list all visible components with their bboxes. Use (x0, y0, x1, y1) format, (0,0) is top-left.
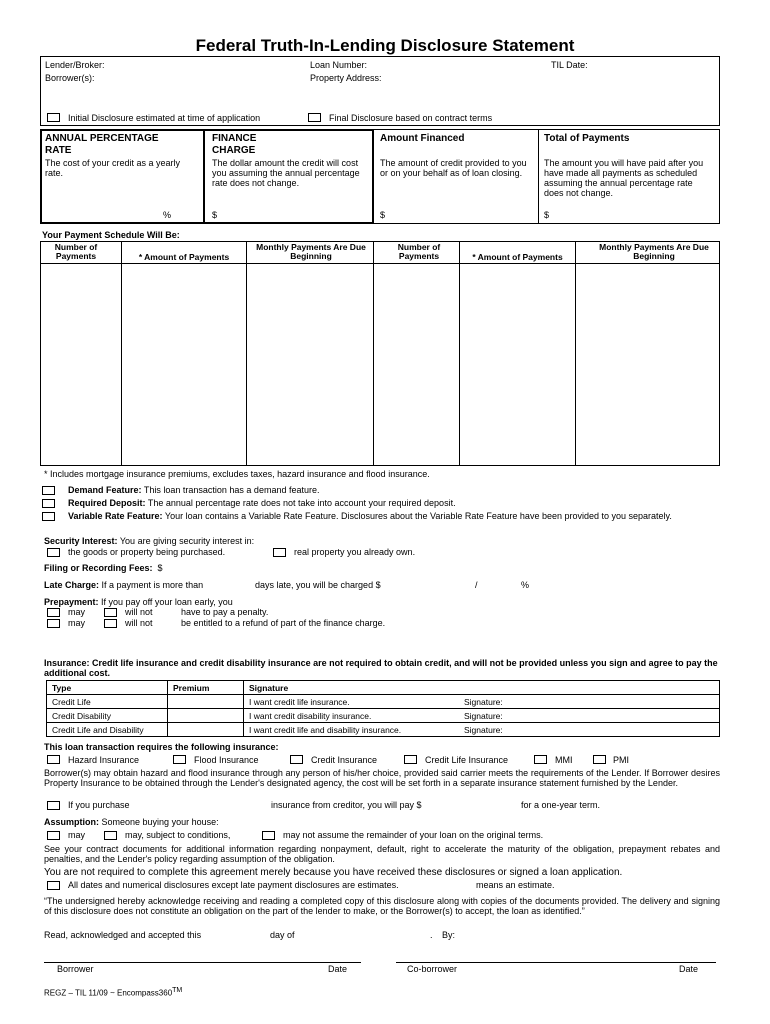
insurance-intro: Insurance: Credit life insurance and credit disability insurance are not required to obtain credit, and will not be provided unless you sign and agree to pay the additional cost. (44, 658, 718, 678)
insurance-obtain-text: Borrower(s) may obtain hazard and flood insurance through any person of his/her choice, provided said carrier meets the requirements of the Lender. If Borrower desires Property Insurance to be obtained through the Lender's designated agency, the cost will be set forth in a separate insurance statement furnished by the Lender. (44, 768, 720, 788)
late-charge-days-text: days late, you will be charged $ (255, 580, 381, 590)
schedule-col-1 (121, 241, 122, 466)
schedule-col-3 (373, 241, 374, 466)
purchase-insurance-text-1: If you purchase (68, 800, 130, 810)
insurance-row-want: I want credit life and disability insurance. (244, 723, 460, 737)
assumption-may-not-label: may not assume the remainder of your loan on the original terms. (283, 830, 544, 840)
finance-charge-description: The dollar amount the credit will cost you assuming the annual percentage rate does not change. (212, 158, 360, 188)
mmi-checkbox[interactable] (534, 755, 547, 764)
amount-financed-title: Amount Financed (380, 133, 465, 144)
prepay-refund-will-not-label: will not (125, 618, 153, 628)
schedule-col-4 (459, 241, 460, 466)
credit-life-insurance-checkbox[interactable] (404, 755, 417, 764)
security-real-property-label: real property you already own. (294, 547, 416, 557)
schedule-header-rule (40, 263, 720, 264)
insurance-header-type: Type (47, 681, 168, 695)
required-deposit-line: Required Deposit: The annual percentage rate does not take into account your required deposit. (68, 498, 456, 508)
insurance-row-signature[interactable]: Signature: (459, 723, 720, 737)
estimates-text-2: means an estimate. (476, 880, 555, 890)
schedule-col-amount-2: * Amount of Payments (472, 252, 563, 262)
total-payments-description: The amount you will have paid after you have made all payments as scheduled assuming the annual percentage rate does not change. (544, 158, 704, 198)
insurance-row-want: I want credit disability insurance. (244, 709, 460, 723)
final-disclosure-label: Final Disclosure based on contract terms (329, 113, 493, 123)
apr-title: ANNUAL PERCENTAGE RATE (45, 133, 159, 156)
final-disclosure-checkbox[interactable] (308, 113, 321, 122)
summary-divider-3 (538, 129, 539, 224)
credit-life-insurance-label: Credit Life Insurance (425, 755, 509, 765)
prepayment-line: Prepayment: If you pay off your loan early, you (44, 597, 233, 607)
til-date-label: TIL Date: (551, 60, 588, 70)
lender-broker-label: Lender/Broker: (45, 60, 105, 70)
day-of-text: day of (270, 930, 295, 940)
prepay-refund-will-not-checkbox[interactable] (104, 619, 117, 628)
contract-documents-text: See your contract documents for additional information regarding nonpayment, default, right to accelerate the maturity of the obligation, prepayment rebates and penalties, and the Lender's policy regarding assumption of the obligation. (44, 844, 720, 864)
prepay-penalty-may-label: may (68, 607, 86, 617)
schedule-col-2 (246, 241, 247, 466)
insurance-row-type: Credit Life and Disability (47, 723, 168, 737)
late-charge-percent: % (521, 580, 530, 590)
credit-insurance-label: Credit Insurance (311, 755, 378, 765)
schedule-footnote: * Includes mortgage insurance premiums, excludes taxes, hazard insurance and flood insurance. (44, 469, 430, 479)
total-payments-unit: $ (544, 210, 550, 220)
insurance-row-premium[interactable] (168, 709, 244, 723)
insurance-row-type: Credit Life (47, 695, 168, 709)
schedule-heading: Your Payment Schedule Will Be: (42, 230, 180, 240)
required-deposit-checkbox[interactable] (42, 499, 55, 508)
hazard-insurance-label: Hazard Insurance (68, 755, 140, 765)
assumption-may-conditions-label: may, subject to conditions, (125, 830, 231, 840)
security-real-property-checkbox[interactable] (273, 548, 286, 557)
hazard-insurance-checkbox[interactable] (47, 755, 60, 764)
insurance-row-type: Credit Disability (47, 709, 168, 723)
insurance-header-signature: Signature (244, 681, 720, 695)
property-address-label: Property Address: (310, 73, 382, 83)
late-charge-line: Late Charge: If a payment is more than (44, 580, 204, 590)
coborrower-signature-line[interactable] (396, 962, 716, 963)
amount-financed-description: The amount of credit provided to you or on your behalf as of loan closing. (380, 158, 527, 178)
prepay-penalty-will-not-label: will not (125, 607, 153, 617)
demand-feature-line: Demand Feature: This loan transaction has a demand feature. (68, 485, 320, 495)
security-goods-checkbox[interactable] (47, 548, 60, 557)
purchase-insurance-text-2: insurance from creditor, you will pay $ (271, 800, 422, 810)
schedule-table (40, 241, 720, 466)
prepay-penalty-will-not-checkbox[interactable] (104, 608, 117, 617)
insurance-row-premium[interactable] (168, 723, 244, 737)
assumption-may-not-checkbox[interactable] (262, 831, 275, 840)
prepay-penalty-text: have to pay a penalty. (181, 607, 269, 617)
prepay-refund-may-label: may (68, 618, 86, 628)
estimates-checkbox[interactable] (47, 881, 60, 890)
read-period: . (430, 930, 433, 940)
estimates-text-1: All dates and numerical disclosures except late payment disclosures are estimates. (68, 880, 399, 890)
prepay-refund-may-checkbox[interactable] (47, 619, 60, 628)
borrower-date-label: Date (328, 964, 348, 974)
prepay-refund-text: be entitled to a refund of part of the finance charge. (181, 618, 386, 628)
schedule-col-amount-1: * Amount of Payments (138, 252, 230, 262)
late-charge-slash: / (475, 580, 478, 590)
coborrower-date-label: Date (679, 964, 699, 974)
pmi-checkbox[interactable] (593, 755, 606, 764)
borrower-label: Borrower (57, 964, 94, 974)
schedule-col-number-1: Number of Payments (54, 242, 98, 261)
purchase-insurance-checkbox[interactable] (47, 801, 60, 810)
by-text: By: (442, 930, 456, 940)
schedule-col-monthly-1: Monthly Payments Are Due Beginning (256, 242, 366, 261)
finance-charge-title: FINANCE CHARGE (212, 133, 257, 156)
filing-fees-line: Filing or Recording Fees: $ (44, 563, 163, 573)
borrower-signature-line[interactable] (44, 962, 361, 963)
insurance-row-want: I want credit life insurance. (244, 695, 460, 709)
apr-unit: % (163, 210, 172, 220)
flood-insurance-checkbox[interactable] (173, 755, 186, 764)
flood-insurance-label: Flood Insurance (194, 755, 259, 765)
mmi-label: MMI (555, 755, 573, 765)
demand-feature-checkbox[interactable] (42, 486, 55, 495)
page-title: Federal Truth-In-Lending Disclosure Statement (195, 36, 575, 55)
apr-description: The cost of your credit as a yearly rate. (45, 158, 181, 178)
required-insurance-heading: This loan transaction requires the following insurance: (44, 742, 279, 752)
insurance-table (46, 680, 720, 737)
pmi-label: PMI (613, 755, 630, 765)
credit-insurance-checkbox[interactable] (290, 755, 303, 764)
schedule-col-monthly-2: Monthly Payments Are Due Beginning (599, 242, 709, 261)
loan-number-label: Loan Number: (310, 60, 368, 70)
total-payments-title: Total of Payments (544, 133, 630, 144)
not-required-text: You are not required to complete this agreement merely because you have received these disclosures or signed a loan application. (44, 867, 623, 878)
assumption-may-label: may (68, 830, 86, 840)
schedule-col-number-2: Number of Payments (397, 242, 441, 261)
variable-rate-checkbox[interactable] (42, 512, 55, 521)
coborrower-label: Co-borrower (407, 964, 458, 974)
insurance-row-signature[interactable]: Signature: (459, 709, 720, 723)
variable-rate-line: Variable Rate Feature: Your loan contains a Variable Rate Feature. Disclosures about the Variable Rate Feature have been provided to you separately. (68, 511, 672, 521)
finance-charge-unit: $ (212, 210, 218, 220)
initial-disclosure-label: Initial Disclosure estimated at time of application (68, 113, 261, 123)
assumption-may-conditions-checkbox[interactable] (104, 831, 117, 840)
form-code: REGZ – TIL 11/09 ~ Encompass360™ (44, 987, 183, 998)
initial-disclosure-checkbox[interactable] (47, 113, 60, 122)
assumption-may-checkbox[interactable] (47, 831, 60, 840)
acknowledgement-text: “The undersigned hereby acknowledge receiving and reading a completed copy of this disclosure along with copies of the documents provided. The delivery and signing of this disclosure does not constitute an obligation on the part of the lender to make, or the Borrower(s) to accept, the loan as identified.” (44, 896, 720, 916)
insurance-header-premium: Premium (168, 681, 244, 695)
insurance-row-premium[interactable] (168, 695, 244, 709)
amount-financed-unit: $ (380, 210, 386, 220)
insurance-row-signature[interactable]: Signature: (459, 695, 720, 709)
purchase-insurance-text-3: for a one-year term. (521, 800, 601, 810)
security-goods-label: the goods or property being purchased. (68, 547, 226, 557)
borrowers-label: Borrower(s): (45, 73, 95, 83)
security-interest-line: Security Interest: You are giving security interest in: (44, 536, 255, 546)
prepay-penalty-may-checkbox[interactable] (47, 608, 60, 617)
assumption-line: Assumption: Someone buying your house: (44, 817, 219, 827)
schedule-col-5 (575, 241, 576, 466)
read-accepted-text: Read, acknowledged and accepted this (44, 930, 202, 940)
